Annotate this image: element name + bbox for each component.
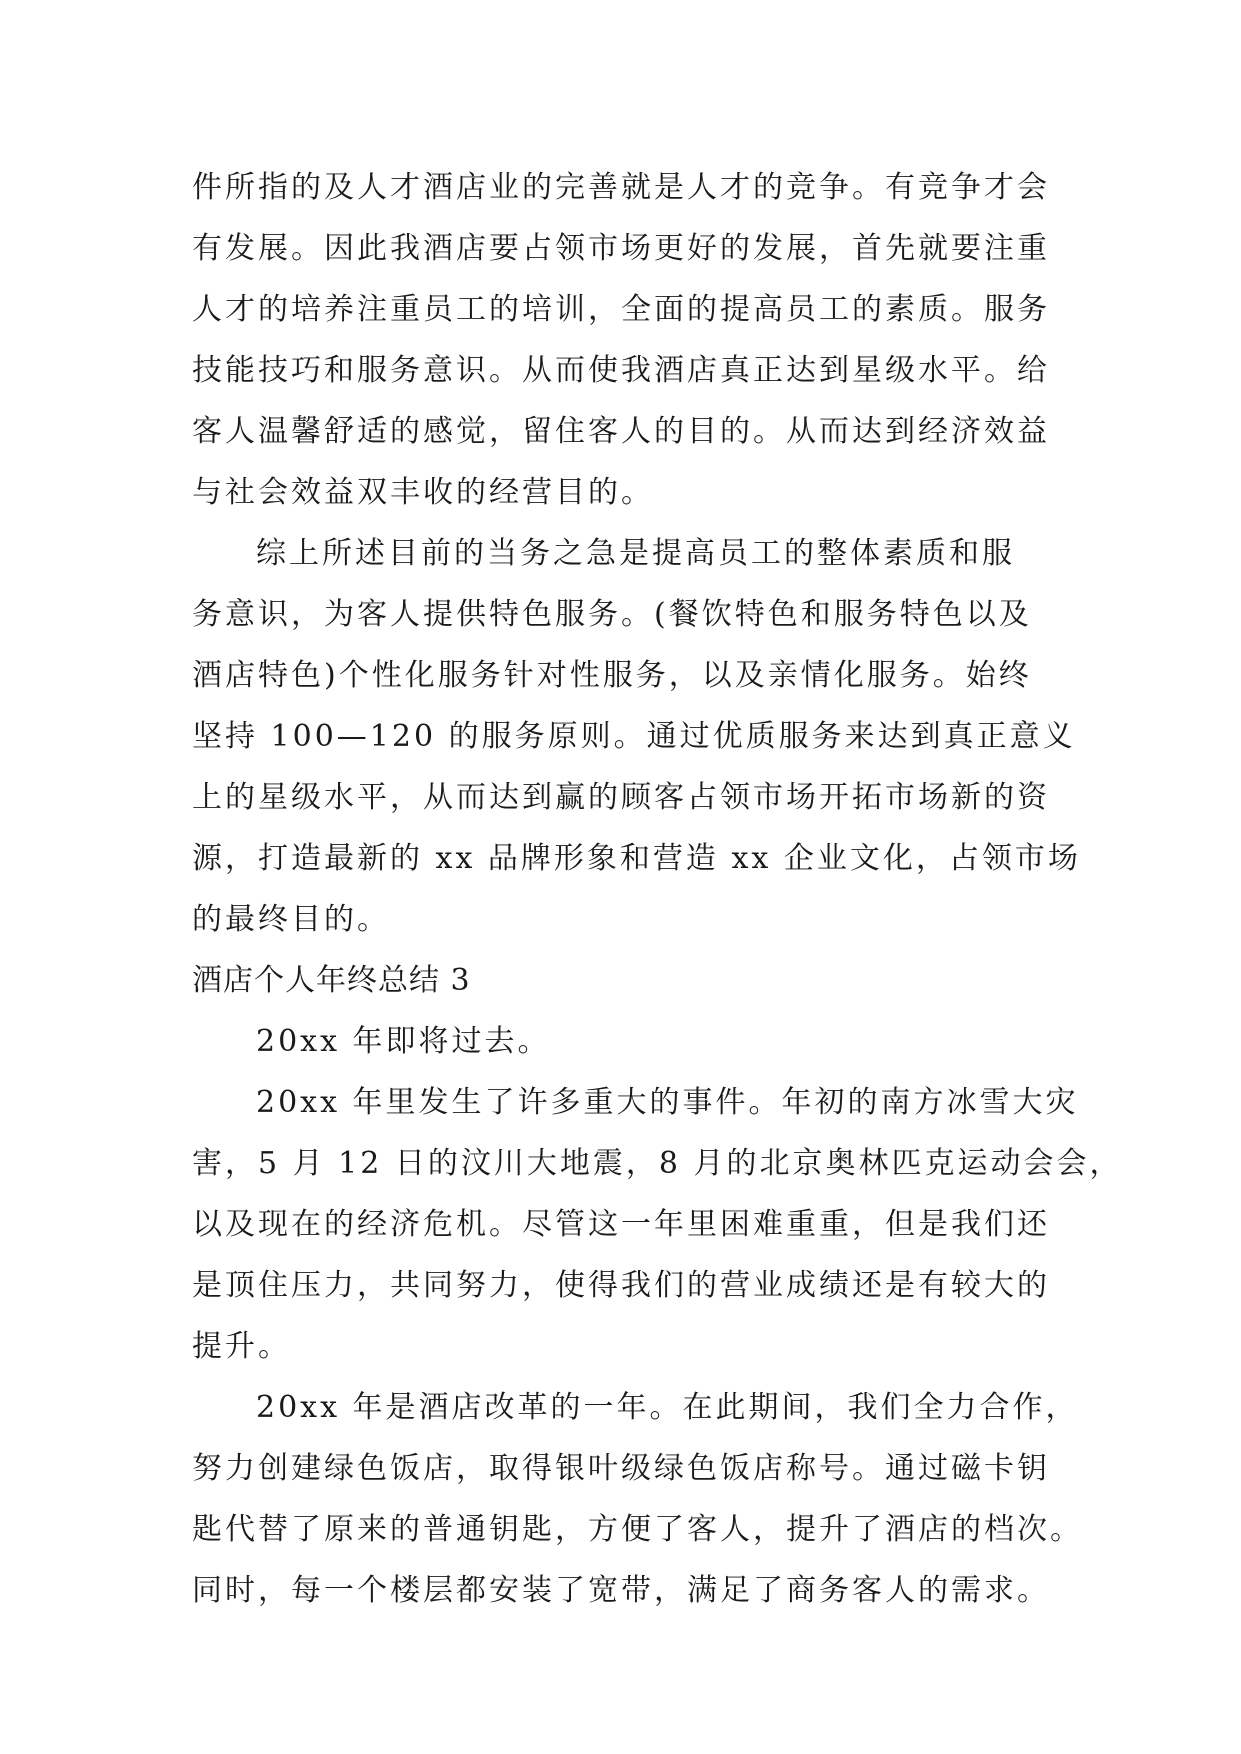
paragraph-5 xyxy=(192,1377,1083,1621)
paragraph-line: 酒店特色)个性化服务针对性服务，以及亲情化服务。始终 xyxy=(192,658,1032,693)
paragraph-line: 是顶住压力，共同努力，使得我们的营业成绩还是有较大的 xyxy=(192,1268,1050,1303)
paragraph-line: 客人温馨舒适的感觉，留住客人的目的。从而达到经济效益 xyxy=(192,414,1050,449)
paragraph-2 xyxy=(192,523,1081,950)
paragraph-3 xyxy=(192,1011,1062,1072)
paragraph-line: 20xx 年是酒店改革的一年。在此期间，我们全力合作， xyxy=(256,1390,1079,1425)
paragraph-line: 件所指的及人才酒店业的完善就是人才的竞争。有竞争才会 xyxy=(192,170,1050,205)
document-body xyxy=(192,157,1123,1621)
paragraph-line: 20xx 年即将过去。 xyxy=(256,1024,551,1059)
paragraph-line: 上的星级水平，从而达到赢的顾客占领市场开拓市场新的资 xyxy=(192,780,1050,815)
paragraph-line: 务意识，为客人提供特色服务。(餐饮特色和服务特色以及 xyxy=(192,597,1032,632)
paragraph-line: 与社会效益双丰收的经营目的。 xyxy=(192,475,654,510)
paragraph-line: 害，5 月 12 日的汶川大地震，8 月的北京奥林匹克运动会会， xyxy=(192,1146,1123,1181)
paragraph-line: 人才的培养注重员工的培训，全面的提高员工的素质。服务 xyxy=(192,292,1050,327)
paragraph-line: 技能技巧和服务意识。从而使我酒店真正达到星级水平。给 xyxy=(192,353,1050,388)
section-heading: 酒店个人年终总结 3 xyxy=(192,963,471,998)
paragraph-line: 同时，每一个楼层都安装了宽带，满足了商务客人的需求。 xyxy=(192,1573,1050,1608)
paragraph-line: 坚持 100—120 的服务原则。通过优质服务来达到真正意义 xyxy=(192,719,1076,754)
paragraph-line: 的最终目的。 xyxy=(192,902,390,937)
paragraph-line: 综上所述目前的当务之急是提高员工的整体素质和服 xyxy=(256,536,1015,571)
paragraph-line: 匙代替了原来的普通钥匙，方便了客人，提升了酒店的档次。 xyxy=(192,1512,1083,1547)
paragraph-line: 提升。 xyxy=(192,1329,291,1364)
paragraph-line: 以及现在的经济危机。尽管这一年里困难重重，但是我们还 xyxy=(192,1207,1050,1242)
paragraph-line: 有发展。因此我酒店要占领市场更好的发展，首先就要注重 xyxy=(192,231,1050,266)
paragraph-line: 20xx 年里发生了许多重大的事件。年初的南方冰雪大灾 xyxy=(256,1085,1079,1120)
paragraph-line: 努力创建绿色饭店，取得银叶级绿色饭店称号。通过磁卡钥 xyxy=(192,1451,1050,1486)
paragraph-4 xyxy=(192,1072,1123,1377)
paragraph-line: 源，打造最新的 xx 品牌形象和营造 xx 企业文化，占领市场 xyxy=(192,841,1081,876)
paragraph-1 xyxy=(192,157,1062,523)
